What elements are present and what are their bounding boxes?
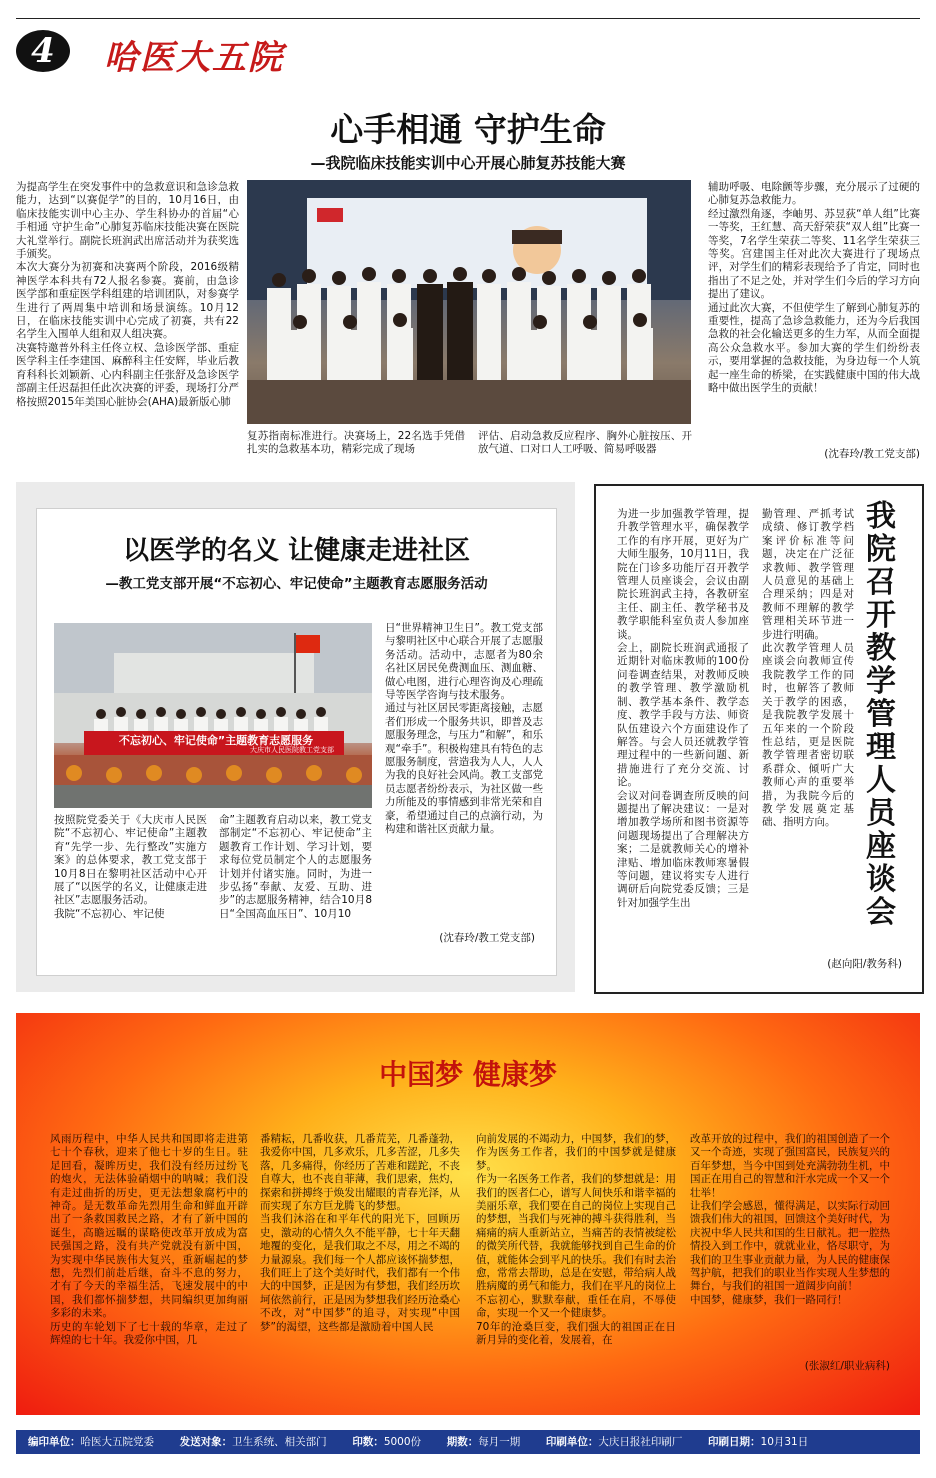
- page-number: 4: [16, 30, 70, 72]
- footer-target-label: 发送对象：: [179, 1436, 233, 1448]
- group-photo-image: [247, 180, 691, 424]
- article1-col2: 复苏指南标准进行。决赛场上，22名选手凭借扎实的急救基本功，精彩完成了现场: [247, 430, 465, 456]
- article2-col2: 命”主题教育启动以来，教工党支部制定“不忘初心、牢记使命”主题教育工作计划、学习计划，要求每位党员制定个人的志愿服务计划并付诸实施。同时，为进一步弘扬“奉献、友爱、互助、进步”的志愿服务精神，结合10月8日“全国高血压日”、10月10: [219, 814, 372, 920]
- article3-title: 我院召开教学管理人员座谈会: [866, 499, 896, 930]
- footer-date: 10月31日: [760, 1436, 809, 1448]
- footer-printer-label: 印刷单位：: [545, 1436, 599, 1448]
- article1-col1: 为提高学生在突发事件中的急救意识和急诊急救能力，达到“以赛促学”的目的，10月16日，由临床技能实训中心主办、学生科协办的首届“心手相通 守护生命”心肺复苏临床技能决赛在医院大礼堂举行。副院长班润武出席活动并为获奖选手颁奖。 本次大赛分为初赛和决赛两个阶段，2016级精神医学本科共有72人报名参赛。赛前，由急诊医学部和重症医学科组建的培训团队，对参赛学生进行了两周集中培训和场景演练。10月12日，在临床技能实训中心完成了初赛，共有22名学生入围单人组和双人组决赛。 决赛特邀普外科主任佟立权、急诊医学部、重症医学科主任李建国、麻醉科主任安辉，毕业后教育科科长刘颖新、心内科副主任张舒及急诊医学部副主任迟磊担任此次决赛的评委，现场打分严格按照2015年美国心脏协会(AHA)最新版心肺: [16, 181, 239, 408]
- article1-col3: 评估、启动急救反应程序、胸外心脏按压、开放气道、口对口人工呼吸、简易呼吸器: [478, 430, 692, 456]
- article1-credit: (沈春玲/教工党支部): [824, 448, 920, 460]
- footer-date-label: 印刷日期：: [708, 1436, 761, 1448]
- masthead-logo: 哈医大五院: [104, 38, 284, 78]
- article2-subtitle: —教工党支部开展“不忘初心、牢记使命”主题教育志愿服务活动: [105, 576, 488, 592]
- footer-issue-label: 期数：: [446, 1436, 479, 1448]
- footer-copies: 5000份: [383, 1436, 422, 1448]
- article1-subtitle: —我院临床技能实训中心开展心肺复苏技能大赛: [310, 154, 626, 172]
- footer-bar: [16, 1430, 920, 1454]
- article3-credit: (赵向阳/教务科): [827, 958, 902, 970]
- article2-photo: [54, 623, 372, 808]
- article1-photo: [247, 180, 691, 424]
- article4-col2: 番精耘，几番收获，几番荒芜，几番蓬勃，我爱你中国，几多欢乐，几多苦涩，几多失落，几多痛得，你经历了苦难和蹉跎，不丧自尊大，也不丧自菲薄，我们思索，焦灼，探索和拼搏终于焕发出耀眼的青春光泽，从而实现了东方巨龙腾飞的梦想。 当我们沐浴在和平年代的阳光下，回顾历史，激动的心情久久不能平静，七十年天翻地覆的变化，是我们取之不尽，用之不竭的力量源泉。我们每一个人都应该怀揣梦想，我们旺上了这个美好时代，我们都有一个伟大的中国梦，正是因为有梦想，我们经历坎坷依然前行，正是因为梦想我们经历沧桑心不改，对“中国梦”的追寻，对实现“中国梦”的渴望，这些都是激励着中国人民: [260, 1133, 460, 1333]
- article4-col4: 改革开放的过程中，我们的祖国创造了一个又一个奇迹，实现了强国富民，民族复兴的百年梦想，当今中国到处充满勃勃生机，中国正在用自己的智慧和汗水完成一个又一个壮举！ 让我们学会感恩，懂得满足，以实际行动回馈我们伟大的祖国，回馈这个美好时代，为庆祝中华人民共和国的生日献礼。把一腔热情投入到工作中，就就业业，恪尽职守，为我们的卫生事业贡献力量，为人民的健康保驾护航，把我们的职业当作实现人生梦想的舞台，与我们的祖国一道阔步向前！ 中国梦，健康梦，我们一路同行！: [690, 1133, 890, 1306]
- footer-printer: 大庆日报社印刷厂: [598, 1436, 683, 1448]
- article4-col1: 风雨历程中，中华人民共和国即将走进第七十个春秋，迎来了他七十岁的生日。驻足回看，凝眸历史，我们没有经历过纷飞的炮火，无法体验硝烟中的呐喊；我们没有走过曲折的历史，更无法想象腐朽中的神奇。是无数革命先烈用生命和鲜血开辟出了一条救国救民之路，才有了新中国的诞生，高瞻远瞩的谋略使改革开放成为富民强国之路，没有共产党就没有新中国，为实现中华民族伟大复兴，重新崛起的梦想，先烈们前赴后继，奋斗不息的努力，才有了今天的幸福生活，飞速发展中的中国，我们都怀揣梦想，共同编织更加绚丽多彩的未来。 历史的车轮划下了七十载的华章，走过了辉煌的七十年。我爱你中国，几: [50, 1133, 248, 1347]
- footer-target: 卫生系统、相关部门: [232, 1436, 327, 1448]
- top-rule: [16, 18, 920, 19]
- article2-right-col: 日“世界精神卫生日”。教工党支部与黎明社区中心联合开展了志愿服务活动。活动中，志愿者为80余名社区居民免费测血压、测血糖、做心电图，进行心理咨询及心理疏导等医学咨询与技术服务。 通过与社区居民零距离接触，志愿者们形成一个服务共识，即普及志愿服务理念，与压力“和解”，和乐观“牵手”。积极构建具有特色的志愿服务制度，营造我为人人，人人为我的良好社会风尚。教工支部党员志愿者纷纷表示，为社区做一些力所能及的事情感到非常光荣和自豪，希望通过自己的点滴行动，为构建和谐社区贡献力量。: [385, 622, 543, 836]
- article2-credit: (沈春玲/教工党支部): [439, 932, 535, 944]
- footer-editor-label: 编印单位：: [28, 1436, 81, 1448]
- article4-credit: (张淑红/职业病科): [804, 1360, 890, 1372]
- volunteer-photo-image: [54, 623, 372, 808]
- article3-col2: 勤管理、严抓考试成绩、修订教学档案评价标准等问题，决定在广泛征求教师、教学管理人员意见的基础上合理采纳；四是对教师不理解的教学管理相关环节进一步进行明确。 此次教学管理人员座谈会向教师宣传我院教学工作的同时，也解答了教师关于教学的困惑，是我院教学发展十五年来的一个阶段性总结，更是医院教学管理者密切联系群众、倾听广大教师心声的重要举措，为我院今后的教学发展奠定基础、指明方向。: [762, 508, 854, 829]
- article4-title: 中国梦 健康梦: [379, 1058, 557, 1091]
- footer-issue: 每月一期: [478, 1436, 521, 1448]
- article2-title: 以医学的名义 让健康走进社区: [122, 536, 471, 566]
- article4-col3: 向前发展的不竭动力，中国梦，我们的梦，作为医务工作者，我们的中国梦就是健康梦。 作为一名医务工作者，我们的梦想就是：用我们的医者仁心，谱写人间快乐和谐幸福的美丽乐章，我们要在自己的岗位上实现自己的梦想，当我们与死神的搏斗获得胜利，当痛痛的病人重新站立，当痛苦的表情被绽松的微笑所代替，我就能够找到自己生命的价值，就能体会到平凡的快乐。我们有时去治愈，常常去帮助，总是在安慰，带给病人战胜病魔的勇气和能力，我们在平凡的岗位上不忘初心，默默奉献，重任在肩，不辱使命，实现一个又一个健康梦。 70年的沧桑巨变，我们强大的祖国正在日新月异的变化着，发展着，在: [476, 1133, 676, 1347]
- article3-col1: 为进一步加强教学管理，提升教学管理水平，确保教学工作的有序开展，更好为广大师生服务，10月11日，我院在门诊多功能厅召开教学管理人员座谈会，会议由副院长班润武主持，各教研室主任、副主任、教学秘书及教学职能科室负责人参加座谈。 会上，副院长班润武通报了近期针对临床教师的100份问卷调查结果，对教师反映的教学管理、教学激励机制、教学基本条件、教学态度、教学手段与方法、师资队伍建设六个方面建设作了解答。与会人员还就教学管理过程中的一些新问题、新措施进行了充分交流、讨论。 会议对问卷调查所反映的问题提出了解决建议：一是对增加教学场所和图书资源等问题现场提出了合理解决方案；二是就教师关心的增补津贴、增加临床教师寒暑假等问题，建议将实专人进行调研后向院党委反馈；三是针对加强学生出: [617, 508, 749, 909]
- article2-col1: 按照院党委关于《大庆市人民医院“不忘初心、牢记使命”主题教育“先学一步、先行整改”实施方案》的总体要求，教工党支部于10月8日在黎明社区活动中心开展了“以医学的名义，让健康走进社区”志愿服务活动。 我院“不忘初心、牢记使: [54, 814, 207, 920]
- article1-col4: 辅助呼吸、电除颤等步骤，充分展示了过硬的心肺复苏急救能力。 经过激烈角逐，李岫男、苏昱荻“单人组”比赛一等奖，王红慧、高天舒荣获“双人组”比赛一等奖，7名学生荣获二等奖、11名学生荣获三等奖。宫建国主任对此次大赛进行了现场点评，对学生们的精彩表现给予了肯定，同时也指出了不足之处，并对学生们今后的学习方向提出了建议。 通过此次大赛，不但使学生了解到心肺复苏的重要性，提高了急诊急救能力，还为今后我国急救的社会化输送更多的生力军，从而全面提高公众急救水平。参加大赛的学生们纷纷表示，要用掌握的急救技能，为身边每一个人筑起一座生命的桥梁，在实践健康中国的伟大战略中做出医学生的贡献！: [708, 181, 920, 395]
- article2-banner-subtext: 大庆市人民医院教工党支部: [250, 746, 334, 754]
- footer-editor: 哈医大五院党委: [80, 1436, 154, 1448]
- article1-title: 心手相通 守护生命: [330, 110, 606, 149]
- footer-copies-label: 印数：: [352, 1436, 384, 1448]
- article2-banner-text: 不忘初心、牢记使命”主题教育志愿服务: [118, 734, 314, 747]
